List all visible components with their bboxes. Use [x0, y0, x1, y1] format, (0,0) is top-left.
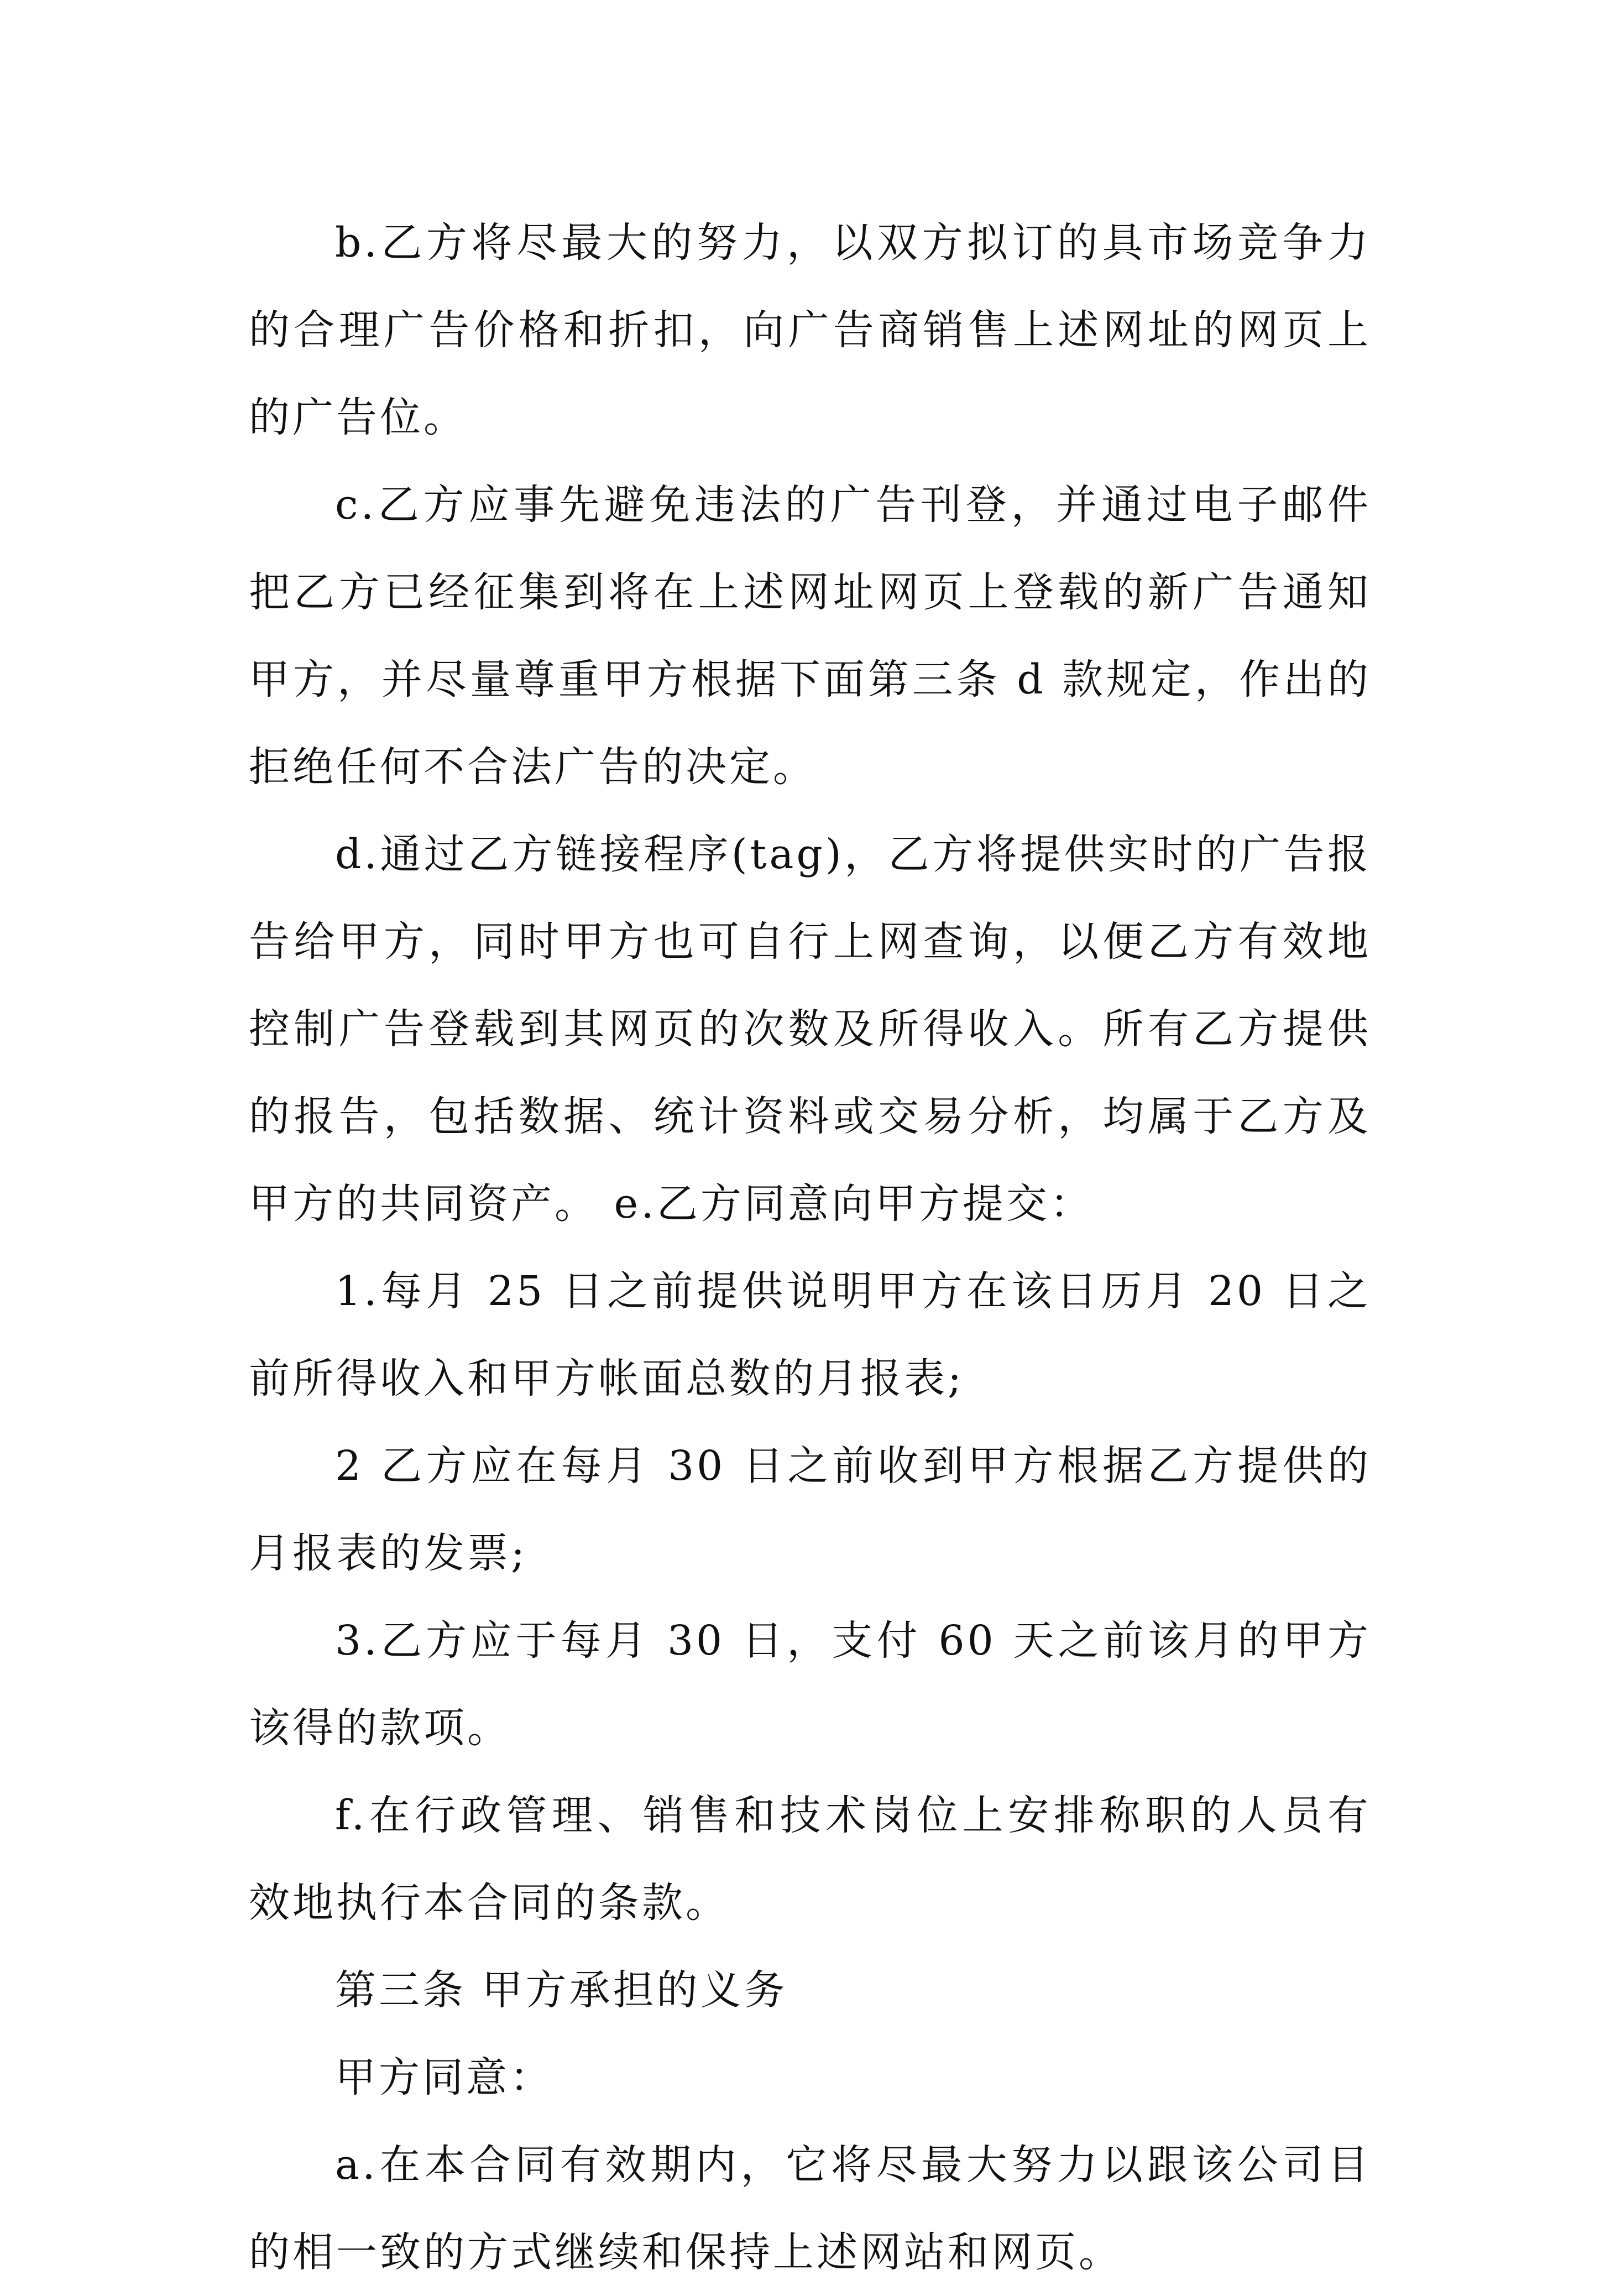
paragraph-e-3: 3.乙方应于每月 30 日，支付 60 天之前该月的甲方该得的款项。 — [249, 1617, 1371, 1752]
paragraph-e-1: 1.每月 25 日之前提供说明甲方在该日历月 20 日之前所得收入和甲方帐面总数的月报表; — [249, 1267, 1371, 1402]
section-heading-article-3: 第三条 甲方承担的义务 — [335, 1966, 788, 2014]
party-a-agrees: 甲方同意： — [335, 2054, 553, 2101]
paragraph-e-2: 2 乙方应在每月 30 日之前收到甲方根据乙方提供的月报表的发票; — [249, 1442, 1371, 1577]
paragraph-c: c.乙方应事先避免违法的广告刊登，并通过电子邮件把乙方已经征集到将在上述网址网页上登载的新广告通知甲方，并尽量尊重甲方根据下面第三条 d 款规定，作出的拒绝任何不合法广告的决定。 — [249, 481, 1371, 791]
paragraph-d: d.通过乙方链接程序(tag)，乙方将提供实时的广告报告给甲方，同时甲方也可自行上网查询，以便乙方有效地控制广告登载到其网页的次数及所得收入。所有乙方提供的报告，包括数据、统计资料或交易分析，均属于乙方及甲方的共同资产。 e.乙方同意向甲方提交： — [249, 831, 1371, 1228]
paragraph-a: a.在本合同有效期内，它将尽最大努力以跟该公司目的相一致的方式继续和保持上述网站和网页。 — [249, 2141, 1371, 2276]
paragraph-b: b.乙方将尽最大的努力，以双方拟订的具市场竞争力的合理广告价格和折扣，向广告商销售上述网址的网页上的广告位。 — [249, 219, 1371, 441]
document-body — [249, 199, 1371, 2296]
paragraph-f: f.在行政管理、销售和技术岗位上安排称职的人员有效地执行本合同的条款。 — [249, 1792, 1371, 1927]
